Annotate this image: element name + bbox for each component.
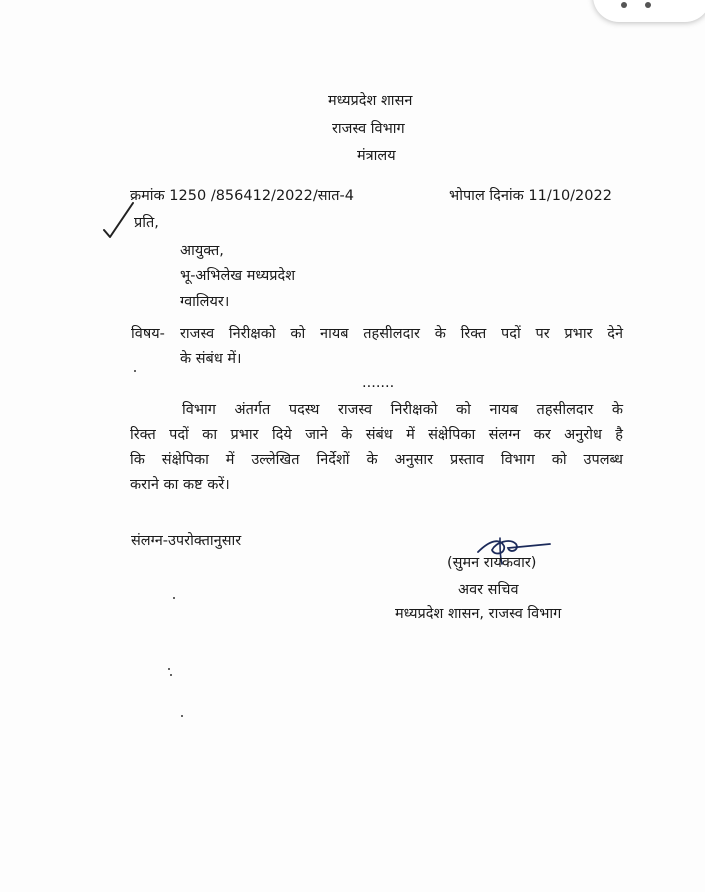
subject-line: के संबंध में। [180,351,242,367]
header-line-ministry: मंत्रालय [357,148,396,164]
body-line: विभाग अंतर्गत पदस्थ राजस्व निरीक्षको को नायब तहसीलदार के [182,402,623,418]
corner-overlay-button[interactable] [593,0,705,22]
subject-text [180,322,623,372]
signatory-name: (सुमन रायकवार) [447,555,537,571]
header-line-dept: राजस्व विभाग [332,121,405,137]
recipient-line: ग्वालियर। [180,294,230,310]
header-line-govt: मध्यप्रदेश शासन [328,93,413,109]
signatory-designation: अवर सचिव [458,582,519,598]
body-line: कि संक्षेपिका में उल्लेखित निर्देशों के अनुसार प्रस्ताव विभाग को उपलब्ध [130,452,623,468]
body-line: रिक्त पदों का प्रभार दिये जाने के संबंध में संक्षेपिका संलग्न कर अनुरोध है [130,427,623,443]
body-line: कराने का कष्ट करें। [130,477,230,493]
recipient-line: आयुक्त, [180,243,224,259]
reference-number: क्रमांक 1250 /856412/2022/सात-4 [130,188,355,204]
subject-label: विषय- [131,326,165,342]
check-mark-icon [102,200,136,240]
signatory-department: मध्यप्रदेश शासन, राजस्व विभाग [395,606,562,622]
recipient-prefix: प्रति, [134,215,159,231]
recipient-line: भू-अभिलेख मध्यप्रदेश [180,268,296,284]
body-paragraph [130,398,623,498]
separator-dots: ....... [362,375,395,391]
subject-line: राजस्व निरीक्षको को नायब तहसीलदार के रिक्त पदों पर प्रभार देने [180,326,623,342]
reference-date: भोपाल दिनांक 11/10/2022 [449,188,612,204]
enclosure-note: संलग्न-उपरोक्तानुसार [131,533,242,549]
